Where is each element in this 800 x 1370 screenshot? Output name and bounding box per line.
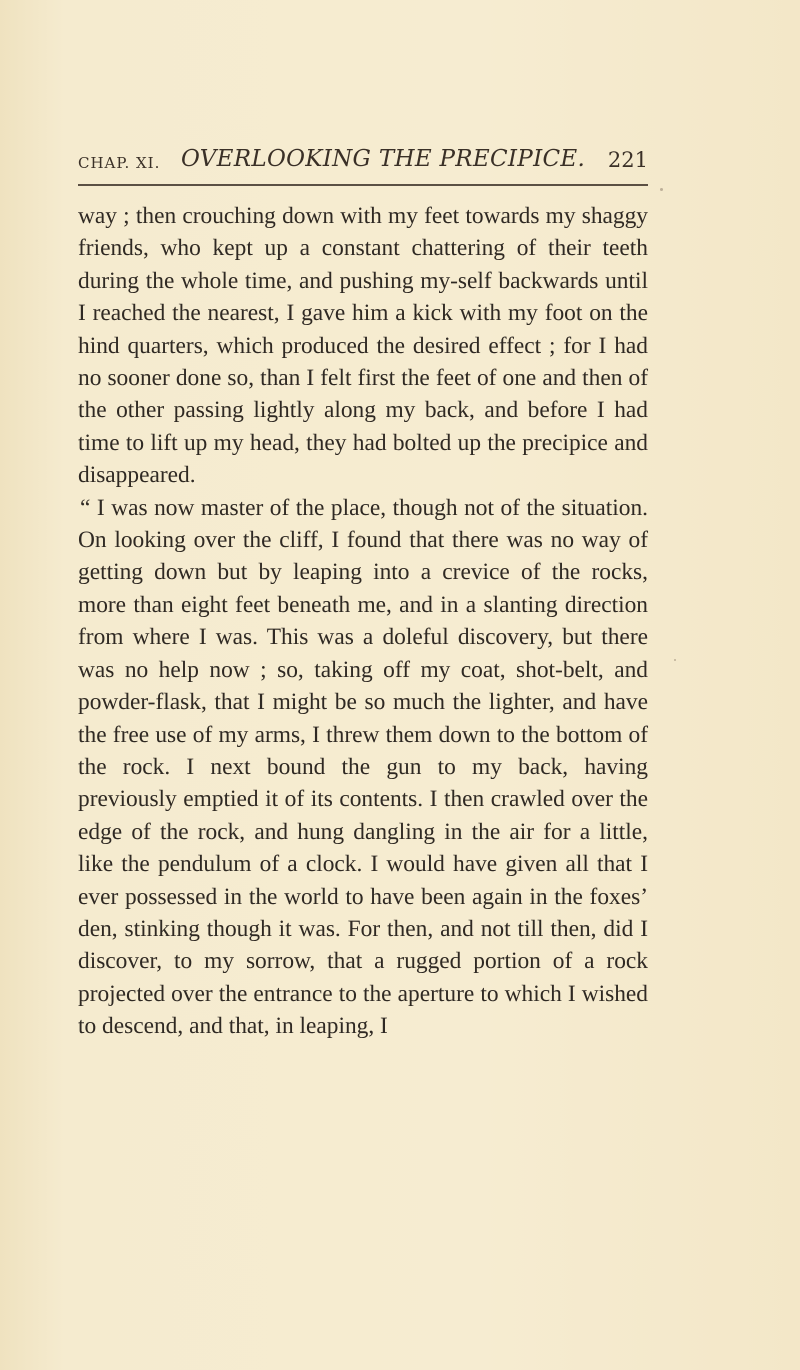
chapter-label: CHAP. XI. [78, 154, 161, 172]
header-rule [78, 184, 648, 186]
page-speck [358, 535, 362, 539]
page-speck [674, 659, 676, 661]
body-text [78, 200, 648, 1043]
running-header [78, 146, 648, 178]
running-title: OVERLOOKING THE PRECIPICE. [181, 146, 586, 172]
page-number: 221 [607, 148, 648, 172]
page-speck [660, 188, 663, 191]
paragraph: way ; then crouching down with my feet towards my shaggy friends, who kept up a constant chattering of their teeth during the whole time, and pushing my-self backwards until I reached the nearest, I gave him a kick with my foot on the hind quarters, which produced the desired effect ; for I had no sooner done so, than I felt first the feet of one and then of the other passing lightly along my back, and before I had time to lift up my head, they had bolted up the precipice and disappeared. [78, 203, 648, 489]
paragraph: “ I was now master of the place, though not of the situation. On looking over the cliff, I found that there was no way of getting down but by leaping into a crevice of the rocks, more than eight feet beneath me, and in a slanting direction from where I was. This was a doleful discovery, but there was no help now ; so, taking off my coat, shot-belt, and powder-flask, that I might be so much the lighter, and have the free use of my arms, I threw them down to the bottom of the rock. I next bound the gun to my back, having previously emptied it of its contents. I then crawled over the edge of the rock, and hung dangling in the air for a little, like the pendulum of a clock. I would have given all that I ever possessed in the world to have been again in the foxes’ den, stinking though it was. For then, and not till then, did I discover, to my sorrow, that a rugged portion of a rock projected over the entrance to the aperture to which I wished to descend, and that, in leaping, I [78, 494, 648, 1040]
